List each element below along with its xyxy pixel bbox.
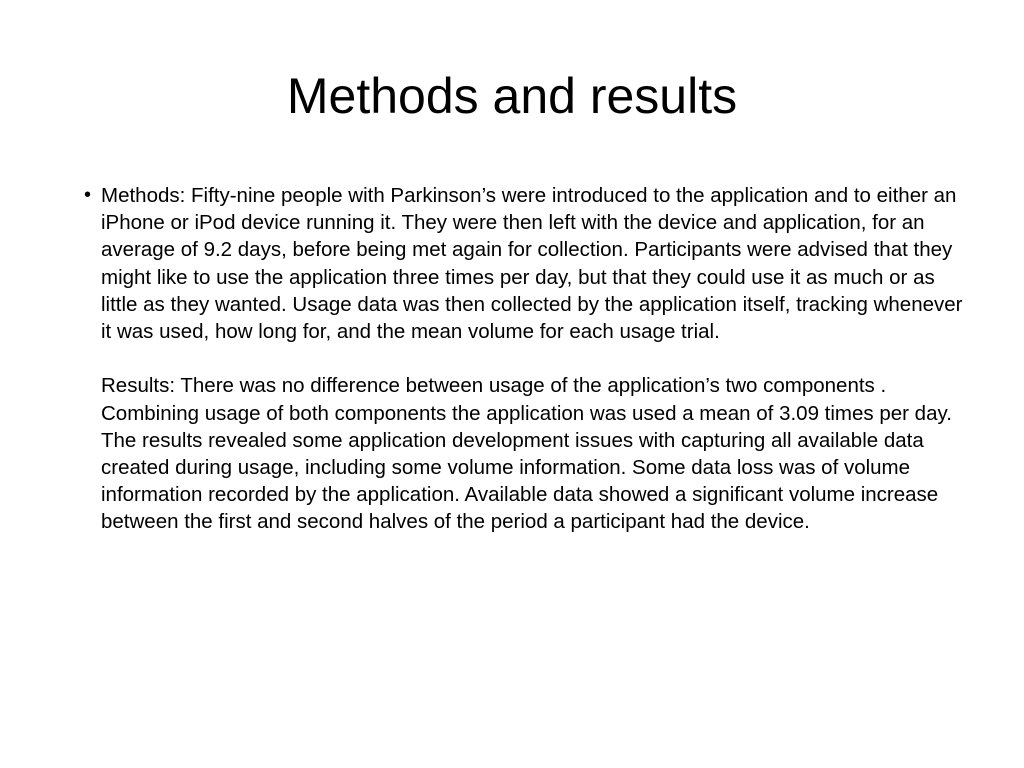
methods-paragraph: Methods: Fifty-nine people with Parkinson’s were introduced to the application and to either an iPhone or iPod device running it. They were then left with the device and application, for an average of 9.2 days, before being met again for collection. Participants were advised that they might like to use the application three times per day, but that they could use it as much or as little as they wanted. Usage data was then collected by the application itself, tracking whenever it was used, how long for, and the mean volume for each usage trial. — [101, 184, 963, 344]
bullet-list — [84, 182, 974, 536]
paragraph-spacer — [101, 345, 974, 372]
slide-title: Methods and results — [286, 68, 738, 124]
list-item — [84, 182, 974, 536]
results-paragraph: Results: There was no difference between usage of the application’s two components . Combining usage of both components the application was used a mean of 3.09 times per day. The results revealed some application development issues with capturing all available data created during usage, including some volume information. Some data loss was of volume information recorded by the application. Available data showed a significant volume increase between the first and second halves of the period a participant had the device. — [101, 374, 952, 534]
bullet-icon: • — [84, 184, 92, 206]
